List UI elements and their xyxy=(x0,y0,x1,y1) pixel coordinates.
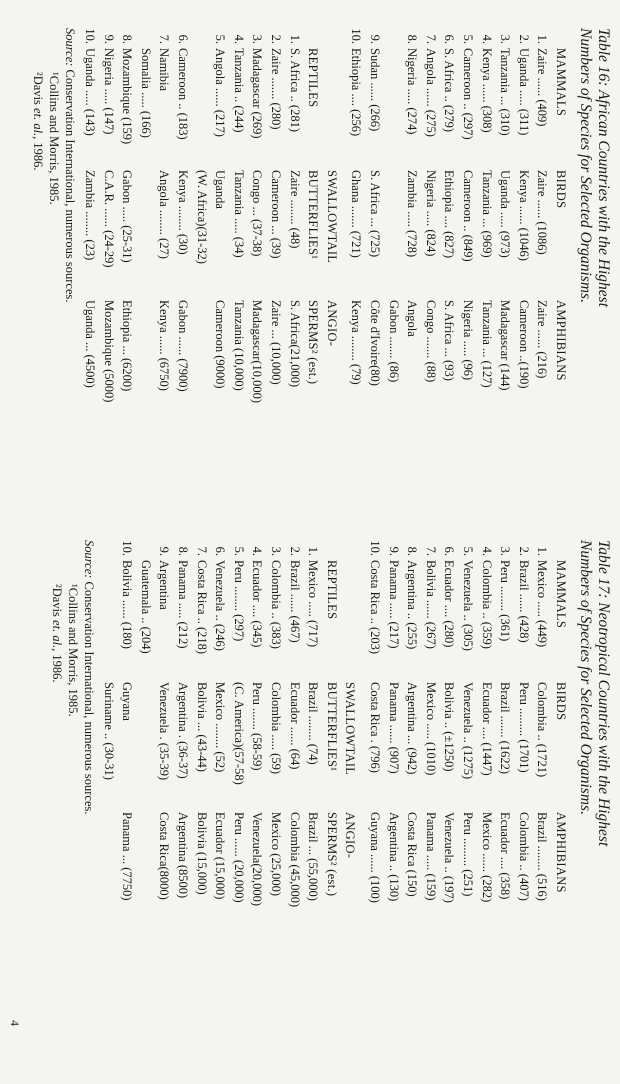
table-row xyxy=(230,540,248,1040)
table-row-cell: Ecuador .... (358) xyxy=(498,812,513,900)
table-row-cell: 5. xyxy=(231,546,246,556)
table-row-cell: Venezuela .. (246) xyxy=(213,560,228,651)
table-row-cell: Somalia ..... (166) xyxy=(138,48,153,138)
table-row xyxy=(403,540,421,1040)
table-row-cell: Colombia .. (407) xyxy=(516,812,531,901)
table-row xyxy=(515,28,533,528)
table-16-title-line1: Table 16: African Countries with the Highest xyxy=(595,28,612,308)
table-row-cell: Gabon ...... (7900) xyxy=(176,300,190,392)
table16-header-row-cell: MAMMALS xyxy=(554,48,568,117)
table-row xyxy=(533,28,551,528)
table-row-cell: 5. xyxy=(461,546,475,556)
table-row-cell: Brazil ....... (1622) xyxy=(498,682,513,774)
table-row xyxy=(118,28,136,528)
table-row-cell: Cameroon .. (297) xyxy=(461,48,475,140)
table-row-cell: 1. xyxy=(306,546,321,556)
table17-header-row-cell: AMPHIBIANS xyxy=(554,812,568,893)
table17-header-row-2b-cell: BUTTERFLIES¹ xyxy=(324,682,339,772)
table-row-cell: Mozambique (5000) xyxy=(101,300,116,403)
table-row-cell: 2. xyxy=(269,34,283,44)
table-row xyxy=(100,28,118,528)
table-row-cell: 7. xyxy=(194,546,209,556)
table-row-cell: Cameroon ..(190) xyxy=(516,300,531,389)
table-row-cell: 5. xyxy=(213,34,228,44)
table-row-cell: Angola ...... (275) xyxy=(423,48,438,137)
table-row-cell: Côte d'Ivoire(80) xyxy=(368,300,382,386)
table-16 xyxy=(0,28,620,528)
table16-header-row-2a xyxy=(323,28,341,528)
table17-header-row-2b xyxy=(323,540,341,1040)
table-row-cell: Zaire ...... (216) xyxy=(535,300,550,379)
table16-header-row xyxy=(552,28,570,528)
table-row xyxy=(440,540,458,1040)
table-row-cell: 8. xyxy=(120,34,135,44)
table-row-cell: Bolivia .. (±1250) xyxy=(442,682,457,772)
table-row-cell: (W. Africa)(31-32) xyxy=(194,170,209,264)
table-row-cell: Panama ... (7750) xyxy=(120,812,135,901)
table-row-cell: Guyana xyxy=(120,682,135,721)
table-row xyxy=(248,28,266,528)
table-row xyxy=(193,540,211,1040)
table17-header-row-2a-cell: ANGIO- xyxy=(343,812,358,859)
table-row xyxy=(193,28,211,528)
table-row-cell: Nigeria ..... (824) xyxy=(423,170,438,257)
table-row-cell: Madagascar (269) xyxy=(250,48,265,139)
table-row-cell: Angola ...... (217) xyxy=(213,48,228,137)
table17-header-row-2b-cell: REPTILES xyxy=(324,560,339,620)
table-row-cell: Argentina (8500) xyxy=(176,812,190,899)
table-row xyxy=(100,540,118,1040)
table-row-cell: 8. xyxy=(405,546,420,556)
table-row-cell: 2. xyxy=(516,34,531,44)
table-row-cell: Uganda ..... (973) xyxy=(498,170,513,258)
footnote-2-year: , 1986. xyxy=(31,136,46,171)
table-row-cell: (C. America)(57-58) xyxy=(231,682,246,785)
table-row xyxy=(459,28,477,528)
table-row-cell: 4. xyxy=(479,34,494,44)
table-row-cell: S. Africa .. (279) xyxy=(442,48,457,133)
table-row-cell: Colombia ..... (59) xyxy=(269,682,283,775)
table-row-cell: 1. xyxy=(535,34,550,44)
table-row-cell: Cameroon (9000) xyxy=(213,300,228,389)
table-row-cell: Ecuador .... (280) xyxy=(442,560,457,648)
table-row-cell: 2. xyxy=(287,546,302,556)
table-row-cell: Gabon ..... (25-31) xyxy=(120,170,135,263)
table-row-cell: Venezuela . (35-39) xyxy=(157,682,172,781)
table-row xyxy=(496,28,514,528)
table-row-cell: 10. xyxy=(120,540,135,556)
table-row-cell: S. Africa .. (281) xyxy=(287,48,302,133)
table-row-cell: Zaire ...... (409) xyxy=(535,48,550,127)
table-row-cell: Uganda ... (4500) xyxy=(83,300,97,388)
table-row-cell: Nigeria ..... (274) xyxy=(405,48,420,135)
footnote-2-author: ²Davis xyxy=(50,584,64,621)
table-row-cell: Ecuador ...... (64) xyxy=(287,682,302,770)
table-row-cell: Panama ..... (212) xyxy=(176,560,190,649)
table-row-cell: Bolivia ...... (180) xyxy=(120,560,135,649)
table-row-cell: 6. xyxy=(442,34,457,44)
table-row xyxy=(515,540,533,1040)
table-17-title-line2: Numbers of Species for Selected Organisms. xyxy=(577,540,594,815)
table-row-cell: Brazil ...... (428) xyxy=(516,560,531,643)
table-row-cell: 10. xyxy=(83,28,97,44)
table-row-cell: Costa Rica .. (218) xyxy=(194,560,209,655)
footnote-1: ¹Collins and Morris, 1985. xyxy=(47,72,62,205)
table-row-cell: Cameroon .. (183) xyxy=(176,48,190,140)
table-row xyxy=(286,540,304,1040)
table-row-cell: Venezuela .. (1275) xyxy=(461,682,475,780)
footnote-2 xyxy=(49,584,65,1084)
table-row xyxy=(478,540,496,1040)
table-row xyxy=(422,28,440,528)
table-row-cell: Brazil ........ (74) xyxy=(306,682,321,765)
table-row-cell: 7. xyxy=(157,34,172,44)
table-row-cell: Costa Rica (150) xyxy=(405,812,420,897)
table-row-cell: 3. xyxy=(269,546,283,556)
table-row-cell: Bolivia ...... (267) xyxy=(423,560,438,649)
table-17-title xyxy=(576,540,612,1040)
table-row xyxy=(496,540,514,1040)
table-row-cell: Ghana ....... (721) xyxy=(349,170,364,258)
table-row-cell: Venezuela .. (305) xyxy=(461,560,475,651)
table-row-cell: Sudan ...... (266) xyxy=(368,48,382,132)
table-row xyxy=(211,540,229,1040)
table16-header-row-2b xyxy=(304,28,322,528)
table-row-cell: 9. xyxy=(368,34,382,44)
table-row-cell: 8. xyxy=(405,34,420,44)
table-row-cell: 5. xyxy=(461,34,475,44)
table-row-cell: Uganda ..... (143) xyxy=(83,48,97,136)
table-row-cell: 6. xyxy=(442,546,457,556)
table-row xyxy=(248,540,266,1040)
table-row-cell: Peru ....... (58-59) xyxy=(250,682,265,771)
table-row xyxy=(385,540,403,1040)
table-row-cell: Panama ...... (907) xyxy=(386,682,401,774)
table-row-cell: Guyana ...... (100) xyxy=(368,812,382,903)
table-row-cell: Zambia ........ (23) xyxy=(83,170,97,261)
table-row-cell: Mexico ........ (52) xyxy=(213,682,228,773)
table-row-cell: Kenya ...... (6750) xyxy=(157,300,172,391)
table-row-cell: Congo ... (37-38) xyxy=(250,170,265,257)
table-row-cell: S. Africa ... (725) xyxy=(368,170,382,258)
table16-header-row-2b-cell: REPTILES xyxy=(306,48,321,108)
table-row-cell: Argentina .. (255) xyxy=(405,560,420,650)
table-row-cell: Guatemala .. (204) xyxy=(138,560,153,654)
table-row-cell: Zaire ........ (48) xyxy=(287,170,302,249)
table-row-cell: Uganda ..... (311) xyxy=(516,48,531,136)
table-row xyxy=(155,28,173,528)
source-line xyxy=(81,540,97,1040)
table-row-cell: Costa Rica .. (203) xyxy=(368,560,382,655)
scan-smudge xyxy=(585,540,594,620)
table-row-cell: Namibia xyxy=(157,48,172,92)
table-row-cell: 3. xyxy=(498,546,513,556)
table-row-cell: 3. xyxy=(250,34,265,44)
table-row-cell: Tanzania ... (310) xyxy=(498,48,513,136)
table-row xyxy=(174,540,192,1040)
table-row-cell: Madagascar (144) xyxy=(498,300,513,391)
table-row xyxy=(174,28,192,528)
table-row-cell: 7. xyxy=(423,546,438,556)
table-row-cell: Nigeria ..... (96) xyxy=(461,300,475,381)
table-row xyxy=(230,28,248,528)
table-row xyxy=(81,28,99,528)
table-row-cell: Nigeria ..... (147) xyxy=(101,48,116,135)
table17-header-row-cell: MAMMALS xyxy=(554,560,568,629)
table-row-cell: Angola ........ (27) xyxy=(157,170,172,259)
table-row-cell: Uganda xyxy=(213,170,228,209)
table-row xyxy=(304,540,322,1040)
table-row-cell: Mozambique (159) xyxy=(120,48,135,145)
footnote-2-etal: et. al. xyxy=(31,108,46,137)
table-row-cell: Ethiopia ... (6200) xyxy=(120,300,135,392)
table-row-cell: Tanzania .. (244) xyxy=(231,48,246,133)
table-row-cell: Bolivia (15,000) xyxy=(194,812,209,895)
table-row-cell: Colombia (45,000) xyxy=(287,812,302,908)
table16-header-row-2a-cell: SWALLOWTAIL xyxy=(324,170,339,264)
table-row-cell: 4. xyxy=(231,34,246,44)
table-row-cell: Madagascar(10,000) xyxy=(250,300,265,404)
table-row-cell: Peru ......... (1701) xyxy=(516,682,531,773)
table-row-cell: Kenya ...... (308) xyxy=(479,48,494,133)
table-row-cell: 3. xyxy=(498,34,513,44)
table-17-title-line1: Table 17: Neotropical Countries with the Highest xyxy=(595,540,612,847)
table-row xyxy=(366,28,384,528)
table-row-cell: 7. xyxy=(423,34,438,44)
table-row-cell: Argentina .. (130) xyxy=(386,812,401,902)
table17-header-row-cell: BIRDS xyxy=(554,682,568,721)
table-row xyxy=(440,28,458,528)
table-row-cell: Argentina ... (942) xyxy=(405,682,420,775)
table-row-cell: Mexico ..... (717) xyxy=(306,560,321,648)
table-row-cell: S. Africa(21,000) xyxy=(287,300,302,388)
table17-header-row-2b-cell: SPERMS² (est.) xyxy=(324,812,339,897)
table-row-cell: 8. xyxy=(176,546,190,556)
table-row-cell: Zaire ....... (280) xyxy=(269,48,283,130)
table17-header-row-2a-cell: SWALLOWTAIL xyxy=(343,682,358,776)
table-row-cell: Peru ...... (20,000) xyxy=(231,812,246,903)
table-row-cell: Costa Rica . (796) xyxy=(368,682,382,773)
table-row-cell: Suriname .. (30-31) xyxy=(101,682,116,780)
table-17 xyxy=(0,540,620,1040)
table-row-cell: 10. xyxy=(349,28,364,44)
table-row xyxy=(137,28,155,528)
table-row-cell: Congo ....... (88) xyxy=(423,300,438,383)
table-16-title xyxy=(576,28,612,528)
table-row-cell: 2. xyxy=(516,546,531,556)
table-row-cell: Tanzania ... (969) xyxy=(479,170,494,258)
footnote-1: ¹Collins and Morris, 1985. xyxy=(66,584,80,717)
table-row-cell: 9. xyxy=(157,546,172,556)
footnote-2-etal: et. al. xyxy=(50,620,64,649)
table16-header-row-2b-cell: SPERMS² (est.) xyxy=(306,300,321,385)
footnote-2 xyxy=(30,72,46,572)
table-row-cell: Kenya ...... (1046) xyxy=(516,170,531,261)
table-row-cell: Peru ........ (297) xyxy=(231,560,246,642)
table-row-cell: 10. xyxy=(368,540,382,556)
footnote-2-author: ²Davis xyxy=(31,72,46,109)
table16-header-row-cell: BIRDS xyxy=(554,170,568,209)
table-row-cell: Panama ..... (217) xyxy=(386,560,401,649)
page-number: 4 xyxy=(8,1020,22,1026)
table-row-cell: 1. xyxy=(287,34,302,44)
table-row-cell: Mexico ...... (282) xyxy=(479,812,494,903)
table-row-cell: Costa Rica(8000) xyxy=(157,812,172,900)
table-row-cell: Venezuela .. (197) xyxy=(442,812,457,903)
table-row xyxy=(403,28,421,528)
table-row-cell: Argentina . (36-37) xyxy=(176,682,190,779)
table-row-cell: 1. xyxy=(535,546,550,556)
table-row-cell: Colombia .. (383) xyxy=(269,560,283,649)
table16-header-row-cell: AMPHIBIANS xyxy=(554,300,568,381)
table-row xyxy=(118,540,136,1040)
table-row-cell: Ecuador .... (345) xyxy=(250,560,265,648)
table-row-cell: Argentina xyxy=(157,560,172,610)
table-row-cell: Tanzania (10,000) xyxy=(231,300,246,391)
table-row-cell: Tanzania ..... (34) xyxy=(231,170,246,258)
table-row-cell: Bolivia ... (43-44) xyxy=(194,682,209,772)
source-label: Source: xyxy=(63,28,78,70)
table-row-cell: Angola xyxy=(405,300,420,337)
table-row-cell: Gabon ....... (86) xyxy=(386,300,401,383)
footnote-2-year: , 1986. xyxy=(50,648,64,683)
table-row-cell: Brazil ... (55,000) xyxy=(306,812,321,901)
table-row-cell: Zambia ..... (728) xyxy=(405,170,420,258)
source-label: Source: xyxy=(82,540,96,582)
table17-header-row xyxy=(552,540,570,1040)
table-row xyxy=(155,540,173,1040)
table-row-cell: Mexico ..... (1010) xyxy=(423,682,438,776)
table-row-cell: Brazil ........ (516) xyxy=(535,812,550,901)
table-row-cell: Ethiopia .... (827) xyxy=(442,170,457,259)
table-row-cell: Ecuador .... (1447) xyxy=(479,682,494,776)
table-row xyxy=(267,28,285,528)
table-row-cell: 4. xyxy=(479,546,494,556)
table-row-cell: Kenya ........ (79) xyxy=(349,300,364,385)
source-text: Conservation International, numerous sources. xyxy=(82,581,96,815)
table-row-cell: Zaire ...... (1086) xyxy=(535,170,550,255)
table-row-cell: 4. xyxy=(250,546,265,556)
table-row-cell: Zaire ... (10,000) xyxy=(269,300,283,385)
table-row-cell: 6. xyxy=(176,34,190,44)
table-row-cell: 6. xyxy=(213,546,228,556)
table-row-cell: Peru ........ (361) xyxy=(498,560,513,642)
table-row-cell: Colombia .. (359) xyxy=(479,560,494,649)
table-row-cell: Cameroon .. (849) xyxy=(461,170,475,262)
table-row xyxy=(478,28,496,528)
source-line xyxy=(62,28,78,528)
table-row-cell: Peru ......... (251) xyxy=(461,812,475,897)
table-row-cell: Colombia .. (1721) xyxy=(535,682,550,778)
table-row-cell: Tanzania ... (127) xyxy=(479,300,494,388)
table-row xyxy=(422,540,440,1040)
table-row-cell: Ethiopia .... (256) xyxy=(349,48,364,137)
table-row xyxy=(366,540,384,1040)
table16-header-row-2b-cell: BUTTERFLIES¹ xyxy=(306,170,321,260)
table-row-cell: Venezuela(20,000) xyxy=(250,812,265,907)
table-row xyxy=(286,28,304,528)
table-row xyxy=(267,540,285,1040)
table-row xyxy=(211,28,229,528)
table-row-cell: Mexico (25,000) xyxy=(269,812,283,897)
table-row xyxy=(137,540,155,1040)
table-row-cell: Panama ..... (159) xyxy=(423,812,438,901)
table-row-cell: Brazil ...... (467) xyxy=(287,560,302,643)
table-row-cell: Kenya ........ (30) xyxy=(176,170,190,255)
source-text: Conservation International, numerous sources. xyxy=(63,69,78,303)
table-row xyxy=(533,540,551,1040)
table-row xyxy=(459,540,477,1040)
table17-header-row-2a xyxy=(341,540,359,1040)
table-row xyxy=(347,28,365,528)
table-row-cell: S. Africa ... (93) xyxy=(442,300,457,381)
table-row-cell: C.A.R. ...... (24-29) xyxy=(101,170,116,268)
table-row-cell: Cameroon ... (39) xyxy=(269,170,283,259)
table-16-title-line2: Numbers of Species for Selected Organisms. xyxy=(577,28,594,303)
table-row-cell: 9. xyxy=(101,34,116,44)
table-row-cell: Mexico ..... (449) xyxy=(535,560,550,648)
table16-header-row-2a-cell: ANGIO- xyxy=(324,300,339,347)
table-row-cell: Ecuador (15,000) xyxy=(213,812,228,900)
table-row-cell: 9. xyxy=(386,546,401,556)
table-row xyxy=(385,28,403,528)
